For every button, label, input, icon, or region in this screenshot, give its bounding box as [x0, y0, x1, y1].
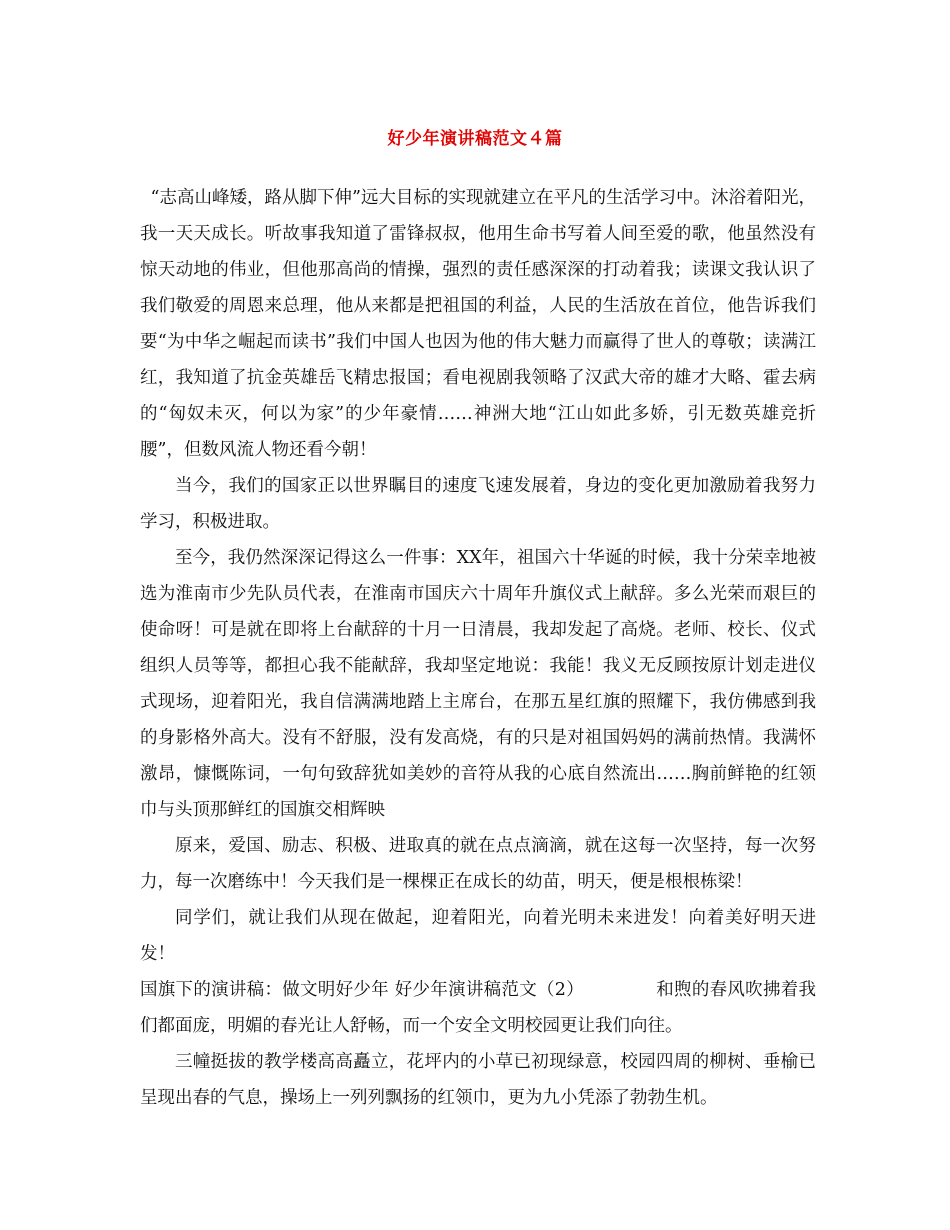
paragraph-6: [140, 972, 816, 1044]
paragraph-3: 至今，我仍然深深记得这么一件事：XX年，祖国六十华诞的时候，我十分荣幸地被选为淮南市少先队员代表，在淮南市国庆六十周年升旗仪式上献辞。多么光荣而艰巨的使命呀！可是就在即将上台献辞的十月一日清晨，我却发起了高烧。老师、校长、仪式组织人员等等，都担心我不能献辞，我却坚定地说：我能！我义无反顾按原计划走进仪式现场，迎着阳光，我自信满满地踏上主席台，在那五星红旗的照耀下，我仿佛感到我的身影格外高大。没有不舒服，没有发高烧，有的只是对祖国妈妈的满前热情。我满怀激昂，慷慨陈词，一句句致辞犹如美妙的音符从我的心底自然流出……胸前鲜艳的红领巾与头顶那鲜红的国旗交相辉映: [140, 548, 816, 820]
paragraph-5: 同学们，就让我们从现在做起，迎着阳光，向着光明未来进发！向着美好明天进发！: [140, 908, 816, 964]
section-heading-2: 国旗下的演讲稿：做文明好少年 好少年演讲稿范文（2）: [140, 980, 584, 1000]
paragraph-1: “志高山峰矮，路从脚下伸”远大目标的实现就建立在平凡的生活学习中。沐浴着阳光，我一天天成长。听故事我知道了雷锋叔叔，他用生命书写着人间至爱的歌，他虽然没有惊天动地的伟业，但他那高尚的情操，强烈的责任感深深的打动着我；读课文我认识了我们敬爱的周恩来总理，他从来都是把祖国的利益，人民的生活放在首位，他告诉我们要“为中华之崛起而读书”我们中国人也因为他的伟大魅力而赢得了世人的尊敬；读满江红，我知道了抗金英雄岳飞精忠报国；看电视剧我领略了汉武大帝的雄才大略、霍去病的“匈奴未灭，何以为家”的少年豪情……神洲大地“江山如此多娇，引无数英雄竞折腰”，但数风流人物还看今朝！: [140, 188, 816, 460]
paragraph-4: 原来，爱国、励志、积极、进取真的就在点点滴滴，就在这每一次坚持，每一次努力，每一次磨练中！今天我们是一棵棵正在成长的幼苗，明天，便是根根栋梁！: [140, 836, 816, 892]
paragraph-6-body: 和煦的春风吹拂着我们都面庞，明媚的春光让人舒畅，而一个安全文明校园更让我们向往。: [140, 980, 817, 1036]
document-title: 好少年演讲稿范文４篇: [387, 129, 563, 149]
document-body: [140, 180, 816, 1116]
paragraph-2: 当今，我们的国家正以世界瞩目的速度飞速发展着，身边的变化更加激励着我努力学习，积极进取。: [140, 476, 816, 532]
paragraph-7: 三幢挺拔的教学楼高高矗立，花坪内的小草已初现绿意，校园四周的柳树、垂榆已呈现出春的气息，操场上一列列飘扬的红领巾，更为九小凭添了勃勃生机。: [140, 1052, 816, 1108]
